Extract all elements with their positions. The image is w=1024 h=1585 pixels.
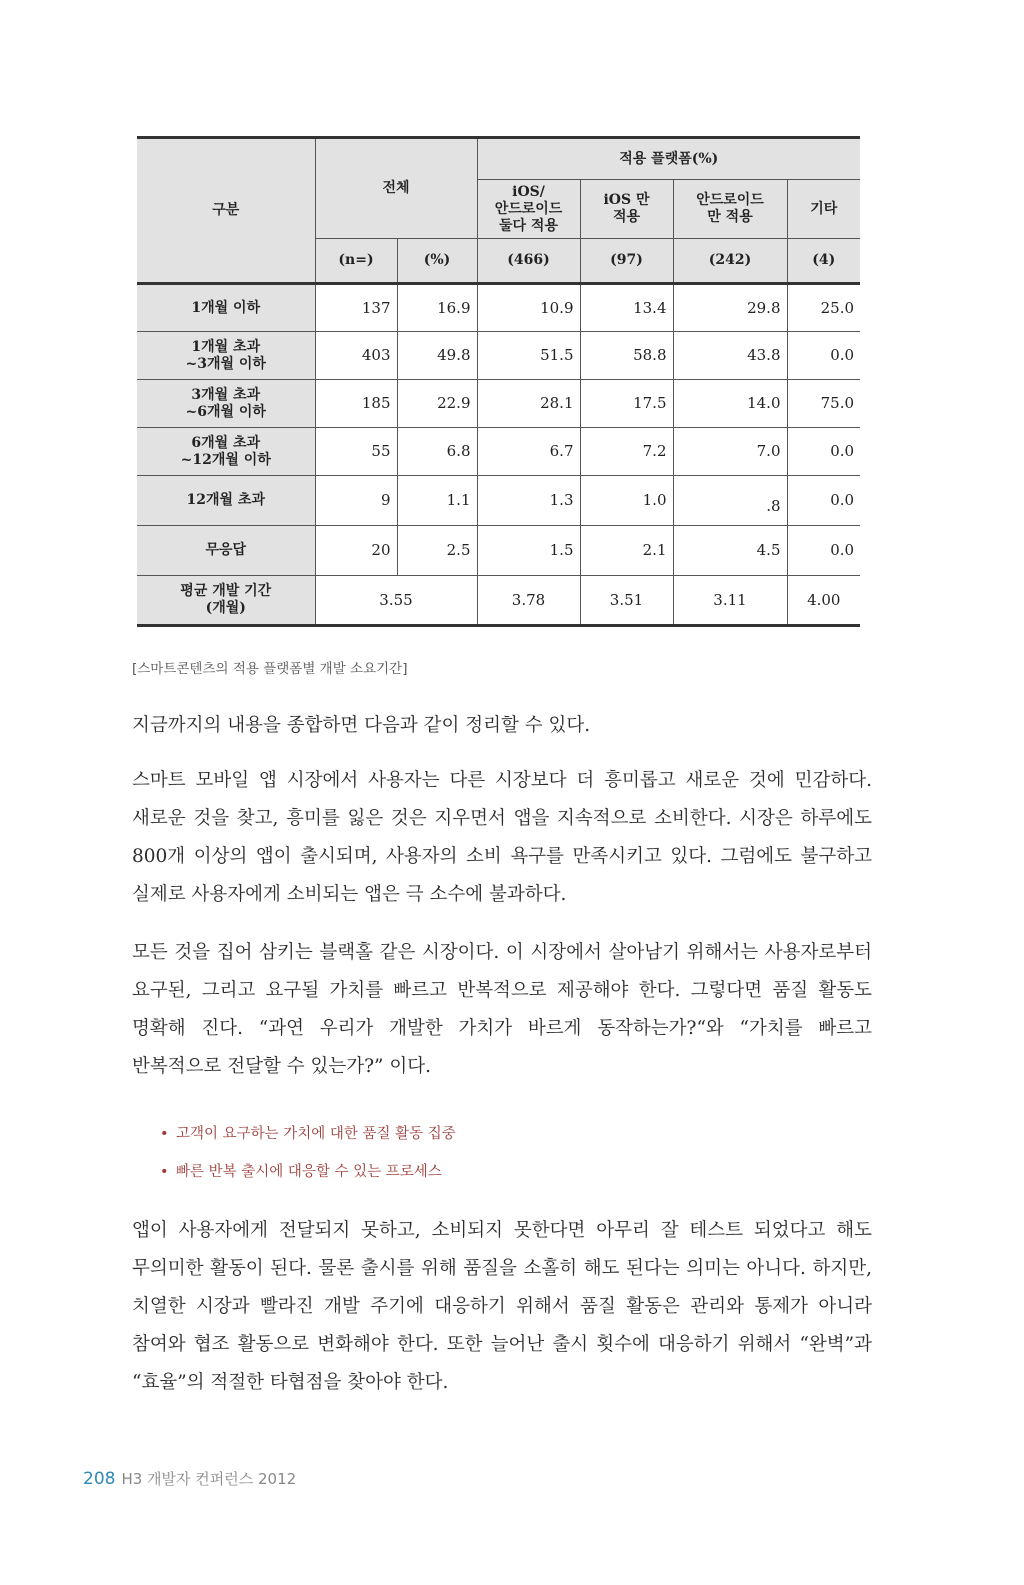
cell-both: 10.9 xyxy=(477,284,580,332)
average-both: 3.78 xyxy=(477,576,580,626)
cell-android: 43.8 xyxy=(673,332,787,380)
cell-android: 14.0 xyxy=(673,380,787,428)
cell-n: 137 xyxy=(315,284,397,332)
header-platform-android: 안드로이드 만 적용 xyxy=(673,180,787,239)
cell-n: 185 xyxy=(315,380,397,428)
average-etc: 4.00 xyxy=(787,576,860,626)
cell-android: 7.0 xyxy=(673,428,787,476)
bullet-text: 고객이 요구하는 가치에 대한 품질 활동 집중 xyxy=(176,1126,456,1142)
cell-android: 4.5 xyxy=(673,526,787,576)
bullet-text: 빠른 반복 출시에 대응할 수 있는 프로세스 xyxy=(176,1164,442,1180)
cell-pct: 6.8 xyxy=(397,428,477,476)
row-label: 12개월 초과 xyxy=(137,476,315,526)
row-label: 1개월 초과 ~3개월 이하 xyxy=(137,332,315,380)
cell-ios: 1.0 xyxy=(580,476,673,526)
cell-pct: 1.1 xyxy=(397,476,477,526)
cell-n: 55 xyxy=(315,428,397,476)
cell-both: 1.5 xyxy=(477,526,580,576)
cell-n: 20 xyxy=(315,526,397,576)
header-count-n: (n=) xyxy=(315,239,397,284)
cell-ios: 7.2 xyxy=(580,428,673,476)
cell-both: 1.3 xyxy=(477,476,580,526)
table-row xyxy=(137,526,860,576)
paragraph-market: 스마트 모바일 앱 시장에서 사용자는 다른 시장보다 더 흥미롭고 새로운 것에 민감하다. 새로운 것을 찾고, 흥미를 잃은 것은 지우면서 앱을 지속적으로 소비한다. 시장은 하루에도 800개 이상의 앱이 출시되며, 사용자의 소비 욕구를 만족시키고 있다. 그럼에도 불구하고 실제로 사용자에게 소비되는 앱은 극 소수에 불과하다. xyxy=(132,770,872,905)
table-row xyxy=(137,332,860,380)
book-title: H3 개발자 컨퍼런스 2012 xyxy=(121,1470,297,1488)
header-count-pct: (%) xyxy=(397,239,477,284)
cell-etc: 0.0 xyxy=(787,476,860,526)
cell-etc: 25.0 xyxy=(787,284,860,332)
platform-dev-period-table xyxy=(137,136,860,627)
cell-n: 403 xyxy=(315,332,397,380)
table-row xyxy=(137,476,860,526)
paragraph-summary: 지금까지의 내용을 종합하면 다음과 같이 정리할 수 있다. xyxy=(132,715,591,736)
header-total: 전체 xyxy=(315,138,477,239)
cell-android: 29.8 xyxy=(673,284,787,332)
cell-pct: 49.8 xyxy=(397,332,477,380)
average-ios: 3.51 xyxy=(580,576,673,626)
row-label: 무응답 xyxy=(137,526,315,576)
cell-etc: 0.0 xyxy=(787,428,860,476)
table-caption: [스마트콘텐츠의 적용 플랫폼별 개발 소요기간] xyxy=(132,661,408,677)
header-platform-etc: 기타 xyxy=(787,180,860,239)
average-total: 3.55 xyxy=(315,576,477,626)
cell-android: .8 xyxy=(673,476,787,526)
header-platform-group: 적용 플랫폼(%) xyxy=(477,138,860,180)
row-label: 1개월 이하 xyxy=(137,284,315,332)
cell-etc: 0.0 xyxy=(787,332,860,380)
cell-etc: 75.0 xyxy=(787,380,860,428)
cell-ios: 2.1 xyxy=(580,526,673,576)
header-count-android: (242) xyxy=(673,239,787,284)
cell-both: 6.7 xyxy=(477,428,580,476)
bullet-marker: • xyxy=(160,1164,169,1180)
header-platform-both: iOS/ 안드로이드 둘다 적용 xyxy=(477,180,580,239)
page-number: 208 xyxy=(83,1469,116,1489)
paragraph-conclusion: 앱이 사용자에게 전달되지 못하고, 소비되지 못한다면 아무리 잘 테스트 되었다고 해도 무의미한 활동이 된다. 물론 출시를 위해 품질을 소홀히 해도 된다는 의미는 아니다. 하지만, 치열한 시장과 빨라진 개발 주기에 대응하기 위해서 품질 활동은 관리와 통제가 아니라 참여와 협조 활동으로 변화해야 한다. 또한 늘어난 출시 횟수에 대응하기 위해서 “완벽”과 “효율”의 적절한 타협점을 찾아야 한다. xyxy=(132,1220,872,1393)
cell-pct: 16.9 xyxy=(397,284,477,332)
cell-both: 28.1 xyxy=(477,380,580,428)
bullet-marker: • xyxy=(160,1126,169,1142)
cell-pct: 2.5 xyxy=(397,526,477,576)
average-android: 3.11 xyxy=(673,576,787,626)
list-item xyxy=(160,1158,456,1196)
header-category: 구분 xyxy=(137,138,315,284)
cell-ios: 58.8 xyxy=(580,332,673,380)
paragraph-quality: 모든 것을 집어 삼키는 블랙홀 같은 시장이다. 이 시장에서 살아남기 위해서는 사용자로부터 요구된, 그리고 요구될 가치를 빠르고 반복적으로 제공해야 한다. 그렇다면 품질 활동도 명확해 진다. “과연 우리가 개발한 가치가 바르게 동작하는가?“와 “가치를 빠르고 반복적으로 전달할 수 있는가?” 이다. xyxy=(132,942,872,1077)
cell-n: 9 xyxy=(315,476,397,526)
cell-ios: 13.4 xyxy=(580,284,673,332)
table-row xyxy=(137,428,860,476)
bullet-list xyxy=(160,1120,456,1196)
table-row xyxy=(137,380,860,428)
page-footer xyxy=(83,1468,296,1489)
header-count-both: (466) xyxy=(477,239,580,284)
header-count-ios: (97) xyxy=(580,239,673,284)
cell-etc: 0.0 xyxy=(787,526,860,576)
row-label: 6개월 초과 ~12개월 이하 xyxy=(137,428,315,476)
header-platform-ios: iOS 만 적용 xyxy=(580,180,673,239)
average-label: 평균 개발 기간 (개월) xyxy=(137,576,315,626)
list-item xyxy=(160,1120,456,1158)
row-label: 3개월 초과 ~6개월 이하 xyxy=(137,380,315,428)
cell-ios: 17.5 xyxy=(580,380,673,428)
cell-pct: 22.9 xyxy=(397,380,477,428)
header-count-etc: (4) xyxy=(787,239,860,284)
table-row xyxy=(137,284,860,332)
cell-both: 51.5 xyxy=(477,332,580,380)
average-row xyxy=(137,576,860,626)
